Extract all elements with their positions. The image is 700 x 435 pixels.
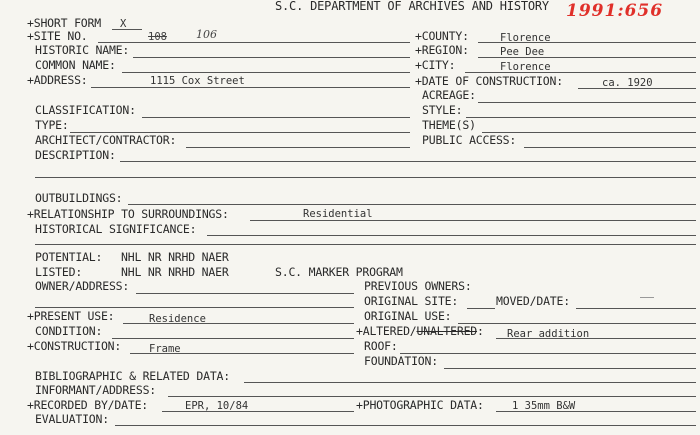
- acreage-line: [478, 102, 696, 103]
- relationship-label: +RELATIONSHIP TO SURROUNDINGS:: [27, 207, 229, 221]
- evaluation-line: [115, 425, 696, 426]
- informant-label: INFORMANT/ADDRESS:: [35, 383, 157, 397]
- original-use-label: ORIGINAL USE:: [364, 309, 452, 323]
- style-label: STYLE:: [422, 103, 463, 117]
- evaluation-label: EVALUATION:: [35, 412, 109, 426]
- original-use-line: [458, 323, 696, 324]
- address-value: 1115 Cox Street: [150, 75, 245, 87]
- roof-label: ROOF:: [364, 339, 398, 353]
- bibliographic-line: [244, 382, 696, 383]
- historical-significance-line-2: [35, 244, 696, 245]
- potential-options: NHL NR NRHD NAER: [121, 250, 229, 264]
- county-label: +COUNTY:: [415, 29, 469, 43]
- altered-label: [356, 325, 484, 338]
- short-form-value: X: [120, 18, 127, 30]
- architect-line: [186, 147, 410, 148]
- region-label: +REGION:: [415, 43, 469, 57]
- site-no-handwritten-value: 106: [196, 28, 217, 41]
- historic-name-line: [133, 57, 410, 58]
- bibliographic-label: BIBLIOGRAPHIC & RELATED DATA:: [35, 369, 230, 383]
- style-line: [466, 117, 696, 118]
- owner-address-line-2: [35, 307, 354, 308]
- listed-options: NHL NR NRHD NAER: [121, 265, 229, 279]
- agency-title: S.C. DEPARTMENT OF ARCHIVES AND HISTORY: [275, 0, 549, 13]
- owner-address-label: OWNER/ADDRESS:: [35, 279, 130, 293]
- owner-address-line-1: [136, 293, 354, 294]
- original-site-label: ORIGINAL SITE:: [364, 294, 459, 308]
- condition-line: [112, 338, 354, 339]
- description-line-1: [120, 161, 696, 162]
- architect-label: ARCHITECT/CONTRACTOR:: [35, 133, 177, 147]
- construction-label: +CONSTRUCTION:: [27, 339, 122, 353]
- recorded-by-value: EPR, 10/84: [185, 400, 249, 412]
- photographic-data-label: +PHOTOGRAPHIC DATA:: [356, 398, 484, 412]
- informant-line: [168, 396, 696, 397]
- sc-marker-label: S.C. MARKER PROGRAM: [275, 265, 403, 279]
- listed-label: LISTED:: [35, 265, 83, 279]
- recorded-by-label: +RECORDED BY/DATE:: [27, 398, 149, 412]
- outbuildings-label: OUTBUILDINGS:: [35, 191, 123, 205]
- address-label: +ADDRESS:: [27, 73, 88, 87]
- photographic-data-value: 1 35mm B&W: [512, 400, 576, 412]
- classification-line: [142, 117, 410, 118]
- present-use-label: +PRESENT USE:: [27, 309, 115, 323]
- construction-value: Frame: [149, 343, 181, 355]
- historic-name-label: HISTORIC NAME:: [35, 43, 130, 57]
- public-access-label: PUBLIC ACCESS:: [422, 133, 517, 147]
- altered-label-struck: UNALTERED: [416, 324, 478, 338]
- short-form-line: [112, 29, 142, 30]
- potential-label: POTENTIAL:: [35, 250, 103, 264]
- historical-significance-label: HISTORICAL SIGNIFICANCE:: [35, 222, 197, 236]
- county-value: Florence: [500, 32, 551, 44]
- public-access-line: [524, 147, 696, 148]
- date-construction-value: ca. 1920: [602, 77, 653, 89]
- relationship-value: Residential: [303, 208, 373, 220]
- description-label: DESCRIPTION:: [35, 148, 116, 162]
- region-value: Pee Dee: [500, 46, 545, 58]
- foundation-line: [444, 368, 696, 369]
- outbuildings-line: [128, 204, 696, 205]
- description-line-2: [35, 177, 696, 178]
- original-site-line: [467, 308, 495, 309]
- moved-date-line: [576, 308, 696, 309]
- type-label: TYPE:: [35, 118, 69, 132]
- historical-significance-line-1: [207, 235, 696, 236]
- relationship-line: [250, 220, 696, 221]
- altered-label-suffix: :: [477, 324, 484, 338]
- themes-label: THEME(S): [422, 118, 476, 132]
- roof-line: [400, 353, 696, 354]
- previous-owners-label: PREVIOUS OWNERS:: [364, 279, 472, 293]
- condition-label: CONDITION:: [35, 324, 103, 338]
- handwritten-accession-number: 1991:656: [566, 1, 664, 21]
- foundation-label: FOUNDATION:: [364, 354, 438, 368]
- city-label: +CITY:: [415, 58, 456, 72]
- altered-value: Rear addition: [507, 328, 590, 340]
- city-value: Florence: [500, 61, 551, 73]
- site-no-label: +SITE NO.: [27, 29, 88, 43]
- acreage-label: ACREAGE:: [422, 88, 476, 102]
- site-no-line: [98, 42, 410, 43]
- classification-label: CLASSIFICATION:: [35, 103, 136, 117]
- address-line: [91, 87, 410, 88]
- moved-date-label: MOVED/DATE:: [496, 294, 570, 308]
- altered-label-prefix: +ALTERED/: [356, 324, 417, 338]
- present-use-value: Residence: [149, 313, 206, 325]
- short-form-label: +SHORT FORM: [27, 16, 101, 30]
- date-construction-label: +DATE OF CONSTRUCTION:: [415, 74, 563, 88]
- stray-mark: [640, 297, 654, 298]
- common-name-label: COMMON NAME:: [35, 58, 116, 72]
- common-name-line: [122, 72, 410, 73]
- site-no-struck-value: 108: [148, 31, 167, 43]
